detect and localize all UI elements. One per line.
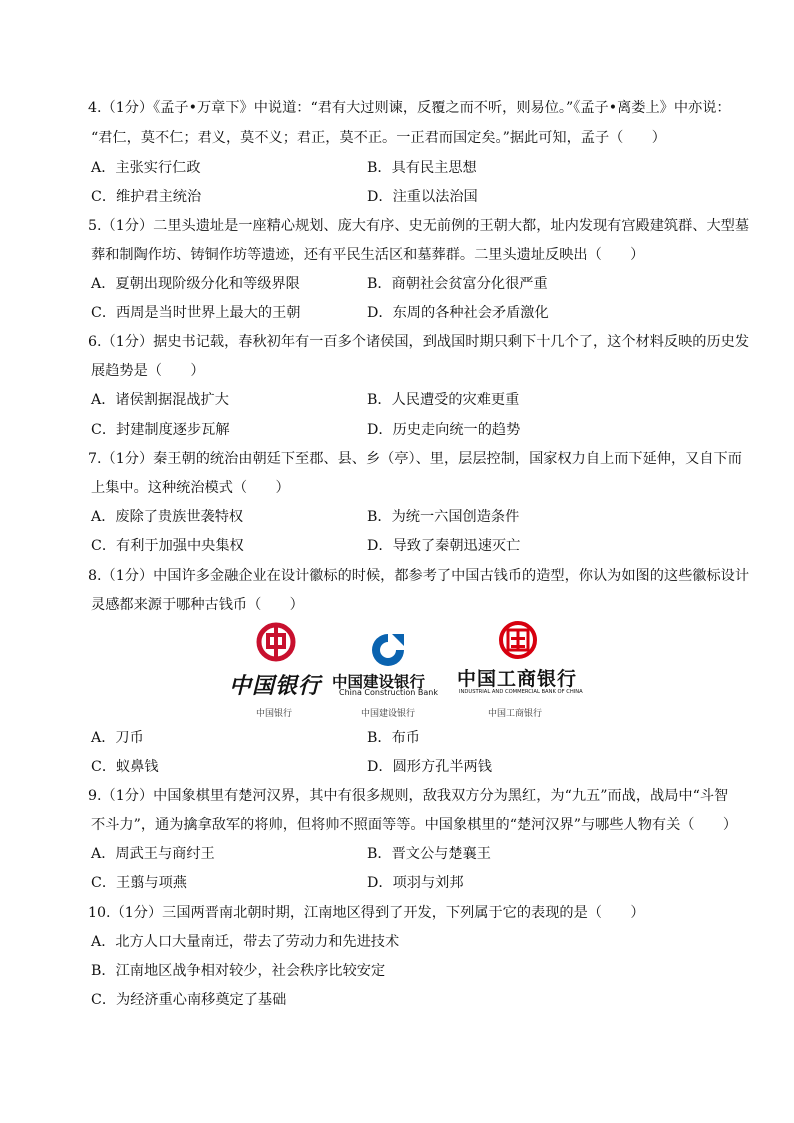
q9-stem-line1: 9.（1分）中国象棋里有楚河汉界，其中有很多规则，敌我双方分为黑红，为“九五”而战，战局中“斗智 <box>88 788 729 804</box>
q6-stem-line1: 6.（1分）据史书记载，春秋初年有一百多个诸侯国，到战国时期只剩下十几个了，这个材料反映的历史发 <box>88 334 750 350</box>
ccb-coin-icon <box>370 632 406 668</box>
q9-option-d[interactable]: D．项羽与刘邦 <box>367 875 464 891</box>
q7-stem-line1: 7.（1分）秦王朝的统治由朝廷下至郡、县、乡（亭）、里，层层控制，国家权力自上而下延伸，又自下而 <box>88 451 742 467</box>
q9-option-c[interactable]: C．王翦与项燕 <box>91 875 187 891</box>
q7-option-c[interactable]: C．有利于加强中央集权 <box>91 538 244 554</box>
q4-option-b[interactable]: B．具有民主思想 <box>367 160 477 176</box>
q5-option-a[interactable]: A．夏朝出现阶级分化和等级界限 <box>91 276 300 292</box>
q10-option-a[interactable]: A．北方人口大量南迁，带去了劳动力和先进技术 <box>91 934 400 950</box>
boc-caption: 中国银行 <box>256 709 293 719</box>
boc-logo-text: 中国银行 <box>229 673 322 699</box>
q9-option-b[interactable]: B．晋文公与楚襄王 <box>367 846 491 862</box>
ccb-logo-text: 中国建设银行 <box>332 673 426 691</box>
q10-option-c[interactable]: C．为经济重心南移奠定了基础 <box>91 992 287 1008</box>
q4-option-a[interactable]: A．主张实行仁政 <box>91 160 201 176</box>
q6-option-c[interactable]: C．封建制度逐步瓦解 <box>91 422 230 438</box>
q8-option-c[interactable]: C．蚁鼻钱 <box>91 759 159 775</box>
q5-option-b[interactable]: B．商朝社会贫富分化很严重 <box>367 276 548 292</box>
q9-stem-line2: 不斗力”，通为擒拿敌军的将帅，但将帅不照面等等。中国象棋里的“楚河汉界”与哪些人物有关（ ） <box>91 817 738 833</box>
boc-coin-icon <box>256 622 296 662</box>
q5-option-d[interactable]: D．东周的各种社会矛盾激化 <box>367 305 549 321</box>
q10-option-b[interactable]: B．江南地区战争相对较少，社会秩序比较安定 <box>91 963 386 979</box>
q7-option-b[interactable]: B．为统一六国创造条件 <box>367 509 520 525</box>
q7-option-a[interactable]: A．废除了贵族世袭特权 <box>91 509 244 525</box>
icbc-english-name: INDUSTRIAL AND COMMERCIAL BANK OF CHINA <box>459 689 583 695</box>
q7-stem-line2: 上集中。这种统治模式（ ） <box>91 480 290 496</box>
q8-option-a[interactable]: A．刀币 <box>91 730 144 746</box>
q6-option-a[interactable]: A．诸侯割据混战扩大 <box>91 392 229 408</box>
q8-option-b[interactable]: B．布币 <box>367 730 420 746</box>
q4-option-c[interactable]: C．维护君主统治 <box>91 189 202 205</box>
q7-option-d[interactable]: D．导致了秦朝迅速灭亡 <box>367 538 521 554</box>
q5-option-c[interactable]: C．西周是当时世界上最大的王朝 <box>91 305 301 321</box>
q6-option-b[interactable]: B．人民遭受的灾难更重 <box>367 392 520 408</box>
q8-stem-line2: 灵感都来源于哪种古钱币（ ） <box>91 597 304 613</box>
ccb-english-name: China Construction Bank <box>339 688 438 697</box>
q5-stem-line2: 葬和制陶作坊、铸铜作坊等遗迹，还有平民生活区和墓葬群。二里头遗址反映出（ ） <box>91 247 645 263</box>
icbc-coin-icon <box>498 620 538 660</box>
q4-stem-line1: 4.（1分）《孟子•万章下》中说道：“君有大过则谏，反覆之而不听，则易位。”《孟子•离娄上》中亦说： <box>88 100 731 116</box>
bank-logos-figure <box>226 620 586 722</box>
ccb-caption: 中国建设银行 <box>361 709 416 719</box>
q4-option-d[interactable]: D．注重以法治国 <box>367 189 478 205</box>
q8-option-d[interactable]: D．圆形方孔半两钱 <box>367 759 492 775</box>
q4-stem-line2: “君仁，莫不仁；君义，莫不义；君正，莫不正。一正君而国定矣。”据此可知，孟子（ ） <box>91 130 666 146</box>
q6-option-d[interactable]: D．历史走向统一的趋势 <box>367 422 521 438</box>
q10-stem-line1: 10.（1分）三国两晋南北朝时期，江南地区得到了开发，下列属于它的表现的是（ ） <box>88 905 645 921</box>
q5-stem-line1: 5.（1分）二里头遗址是一座精心规划、庞大有序、史无前例的王朝大都，址内发现有宫殿建筑群、大型墓 <box>88 218 750 234</box>
q8-stem-line1: 8.（1分）中国许多金融企业在设计徽标的时候，都参考了中国古钱币的造型，你认为如图的这些徽标设计 <box>88 568 750 584</box>
q9-option-a[interactable]: A．周武王与商纣王 <box>91 846 215 862</box>
q6-stem-line2: 展趋势是（ ） <box>91 363 205 379</box>
icbc-logo-text: 中国工商银行 <box>457 668 578 690</box>
icbc-caption: 中国工商银行 <box>488 709 543 719</box>
